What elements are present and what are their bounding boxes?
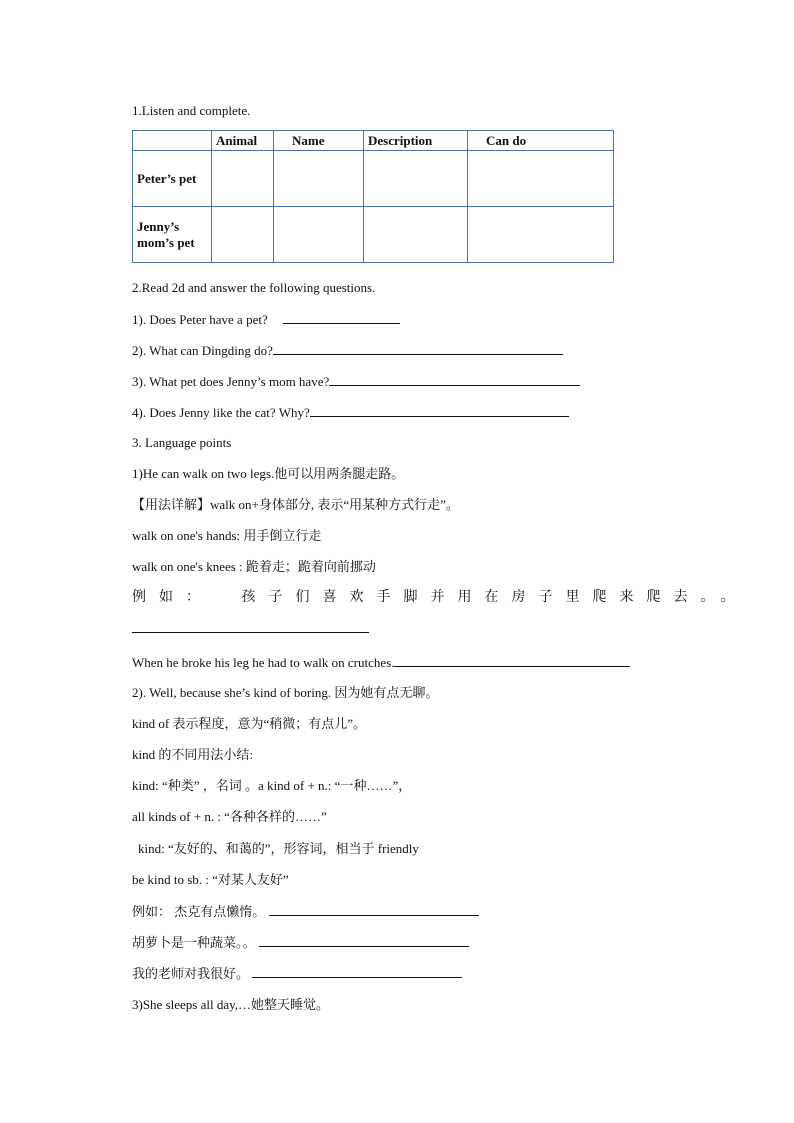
answer-blank-3[interactable] bbox=[329, 373, 580, 386]
cell-name[interactable] bbox=[274, 151, 364, 207]
question-1-text: 1). Does Peter have a pet? bbox=[132, 312, 268, 327]
point1-ex1: walk on one's hands: 用手倒立行走 bbox=[132, 528, 322, 543]
cell-animal[interactable] bbox=[212, 207, 274, 263]
section1-title: 1.Listen and complete. bbox=[132, 103, 251, 118]
answer-blank-1[interactable] bbox=[283, 311, 400, 324]
cell-animal[interactable] bbox=[212, 151, 274, 207]
point1-example-prompt: 例如： bbox=[132, 590, 213, 605]
table-row bbox=[133, 151, 614, 207]
row-label-jennys-moms-pet bbox=[133, 207, 212, 263]
cell-can-do[interactable] bbox=[468, 151, 614, 207]
row-label-peters-pet: Peter’s pet bbox=[133, 151, 212, 207]
point1-example-line bbox=[132, 590, 748, 606]
question-3 bbox=[132, 373, 580, 390]
point1-example-answer bbox=[132, 620, 369, 637]
point1-sentence: 1)He can walk on two legs.他可以用两条腿走路。 bbox=[132, 466, 405, 481]
table-row bbox=[133, 207, 614, 263]
point2-ex2-line bbox=[132, 934, 469, 951]
table-header-can-do: Can do bbox=[468, 131, 614, 151]
cell-description[interactable] bbox=[364, 151, 468, 207]
row-label-line2: mom’s pet bbox=[137, 234, 195, 250]
point2-sentence: 2). Well, because she’s kind of boring. 因为她有点无聊。 bbox=[132, 685, 439, 700]
table-header-row bbox=[133, 131, 614, 151]
point2-ex1: 例如： 杰克有点懒惰。 bbox=[132, 904, 266, 919]
question-1 bbox=[132, 311, 400, 328]
table-header-name: Name bbox=[274, 131, 364, 151]
answer-blank-6[interactable] bbox=[394, 654, 630, 667]
question-2 bbox=[132, 342, 563, 359]
question-3-text: 3). What pet does Jenny’s mom have? bbox=[132, 374, 330, 389]
point1-example-en: When he broke his leg he had to walk on crutches. bbox=[132, 655, 395, 670]
cell-description[interactable] bbox=[364, 207, 468, 263]
pets-table bbox=[132, 130, 614, 263]
row-label-line1: Jenny’s bbox=[137, 218, 180, 234]
point1-example-cn: 孩子们喜欢手脚并用在房子里爬来爬去。。 bbox=[241, 590, 748, 605]
point1-usage: 【用法详解】walk on+身体部分, 表示“用某种方式行走”。 bbox=[132, 497, 459, 512]
question-2-text: 2). What can Dingding do? bbox=[132, 343, 273, 358]
section3-title: 3. Language points bbox=[132, 435, 232, 450]
answer-blank-4[interactable] bbox=[310, 404, 569, 417]
cell-can-do[interactable] bbox=[468, 207, 614, 263]
point2-use2: all kinds of + n. : “各种各样的……” bbox=[132, 809, 327, 824]
table-header-corner bbox=[133, 131, 212, 151]
point2-use4: be kind to sb. : “对某人友好” bbox=[132, 872, 289, 887]
point2-ex2: 胡萝卜是一种蔬菜。。 bbox=[132, 935, 256, 950]
table-header-animal: Animal bbox=[212, 131, 274, 151]
point1-ex2: walk on one's knees : 跪着走；跪着向前挪动 bbox=[132, 559, 376, 574]
cell-name[interactable] bbox=[274, 207, 364, 263]
point1-example-en-line bbox=[132, 654, 630, 671]
point2-summary-title: kind 的不同用法小结: bbox=[132, 747, 253, 762]
answer-blank-7[interactable] bbox=[269, 903, 479, 916]
point2-explain: kind of 表示程度，意为“稍微；有点儿”。 bbox=[132, 716, 366, 731]
point2-ex3-line bbox=[132, 965, 462, 982]
table-header-description: Description bbox=[364, 131, 468, 151]
answer-blank-5[interactable] bbox=[132, 620, 369, 633]
answer-blank-2[interactable] bbox=[273, 342, 563, 355]
section2-title: 2.Read 2d and answer the following questions. bbox=[132, 280, 376, 295]
point2-ex3: 我的老师对我很好。 bbox=[132, 966, 250, 981]
question-4-text: 4). Does Jenny like the cat? Why? bbox=[132, 405, 310, 420]
question-4 bbox=[132, 404, 569, 421]
answer-blank-9[interactable] bbox=[252, 965, 462, 978]
point2-ex1-line bbox=[132, 903, 479, 920]
answer-blank-8[interactable] bbox=[259, 934, 469, 947]
point3-sentence: 3)She sleeps all day,…她整天睡觉。 bbox=[132, 997, 330, 1012]
point2-use3: kind: “友好的、和蔼的”，形容词，相当于 friendly bbox=[138, 841, 419, 856]
point2-use1: kind: “种类” ，名词 。a kind of + n.: “一种……”， bbox=[132, 778, 412, 793]
